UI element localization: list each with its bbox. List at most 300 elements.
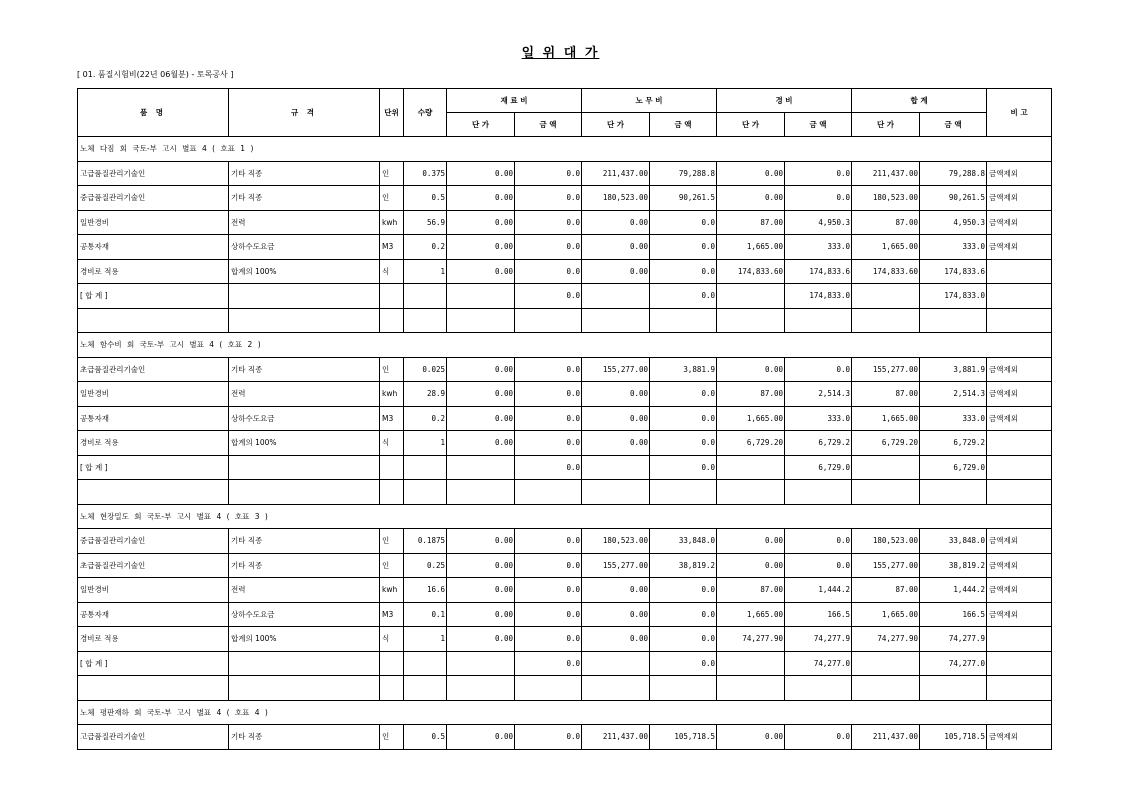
remark-cell: 금액제외 <box>987 602 1052 627</box>
subtotal-label: [ 합 계 ] <box>78 284 229 309</box>
empty-cell <box>582 455 650 480</box>
unit-cell: M3 <box>380 602 404 627</box>
quantity-cell: 0.025 <box>404 357 447 382</box>
spec-cell: 상하수도요금 <box>229 235 380 260</box>
subtotal-row <box>78 651 1052 676</box>
header-quantity: 수량 <box>404 89 447 137</box>
expense-amount-cell: 2,514.3 <box>785 382 852 407</box>
expense-amount-cell: 74,277.9 <box>785 627 852 652</box>
unit-cell: 인 <box>380 529 404 554</box>
subtotal-total-amount: 6,729.0 <box>920 455 987 480</box>
total-unit-price-cell: 74,277.90 <box>852 627 920 652</box>
empty-cell <box>229 308 380 333</box>
header-material-unit-price: 단 가 <box>447 113 515 137</box>
total-unit-price-cell: 87.00 <box>852 210 920 235</box>
empty-cell <box>447 284 515 309</box>
material-amount-cell: 0.0 <box>515 627 582 652</box>
subtotal-total-amount: 174,833.0 <box>920 284 987 309</box>
total-unit-price-cell: 174,833.60 <box>852 259 920 284</box>
table-row <box>78 357 1052 382</box>
table-row <box>78 259 1052 284</box>
expense-amount-cell: 0.0 <box>785 725 852 750</box>
material-unit-price-cell: 0.00 <box>447 382 515 407</box>
subtotal-row <box>78 284 1052 309</box>
expense-unit-price-cell: 0.00 <box>717 357 785 382</box>
empty-cell <box>380 455 404 480</box>
expense-amount-cell: 166.5 <box>785 602 852 627</box>
table-row <box>78 602 1052 627</box>
total-amount-cell: 90,261.5 <box>920 186 987 211</box>
table-row <box>78 627 1052 652</box>
quantity-cell: 0.5 <box>404 725 447 750</box>
material-unit-price-cell: 0.00 <box>447 210 515 235</box>
section-title-row <box>78 700 1052 725</box>
section-title: 노체 평판재하 회 국토-부 고시 별표 4 ( 호표 4 ) <box>78 700 1052 725</box>
remark-cell: 금액제외 <box>987 235 1052 260</box>
total-amount-cell: 333.0 <box>920 235 987 260</box>
blank-row <box>78 308 1052 333</box>
section-title-row <box>78 137 1052 162</box>
blank-row <box>78 676 1052 701</box>
empty-cell <box>404 455 447 480</box>
header-total-amount: 금 액 <box>920 113 987 137</box>
empty-cell <box>650 676 717 701</box>
empty-cell <box>987 308 1052 333</box>
empty-cell <box>920 676 987 701</box>
empty-cell <box>404 480 447 505</box>
item-name-cell: 중급품질관리기술인 <box>78 186 229 211</box>
section-title: 노체 현장밀도 회 국토-부 고시 별표 4 ( 호표 3 ) <box>78 504 1052 529</box>
table-row <box>78 578 1052 603</box>
item-name-cell: 공통자재 <box>78 406 229 431</box>
total-unit-price-cell: 87.00 <box>852 382 920 407</box>
labor-amount-cell: 79,288.8 <box>650 161 717 186</box>
labor-amount-cell: 0.0 <box>650 602 717 627</box>
empty-cell <box>582 308 650 333</box>
table-row <box>78 382 1052 407</box>
quantity-cell: 0.2 <box>404 235 447 260</box>
remark-cell: 금액제외 <box>987 406 1052 431</box>
remark-cell <box>987 627 1052 652</box>
spec-cell: 기타 직종 <box>229 161 380 186</box>
quantity-cell: 0.25 <box>404 553 447 578</box>
empty-cell <box>447 676 515 701</box>
labor-amount-cell: 0.0 <box>650 406 717 431</box>
header-unit: 단위 <box>380 89 404 137</box>
material-amount-cell: 0.0 <box>515 382 582 407</box>
empty-cell <box>852 651 920 676</box>
empty-cell <box>229 651 380 676</box>
labor-unit-price-cell: 0.00 <box>582 627 650 652</box>
expense-unit-price-cell: 87.00 <box>717 578 785 603</box>
expense-unit-price-cell: 0.00 <box>717 725 785 750</box>
spec-cell: 기타 직종 <box>229 529 380 554</box>
material-amount-cell: 0.0 <box>515 235 582 260</box>
empty-cell <box>717 651 785 676</box>
material-unit-price-cell: 0.00 <box>447 357 515 382</box>
quantity-cell: 0.375 <box>404 161 447 186</box>
material-unit-price-cell: 0.00 <box>447 161 515 186</box>
labor-amount-cell: 3,881.9 <box>650 357 717 382</box>
header-expense-amount: 금 액 <box>785 113 852 137</box>
empty-cell <box>380 284 404 309</box>
expense-unit-price-cell: 74,277.90 <box>717 627 785 652</box>
material-amount-cell: 0.0 <box>515 210 582 235</box>
quantity-cell: 56.9 <box>404 210 447 235</box>
remark-cell: 금액제외 <box>987 553 1052 578</box>
blank-row <box>78 480 1052 505</box>
empty-cell <box>447 651 515 676</box>
empty-cell <box>785 308 852 333</box>
total-amount-cell: 38,819.2 <box>920 553 987 578</box>
spec-cell: 합계의 100% <box>229 431 380 456</box>
empty-cell <box>78 480 229 505</box>
spec-cell: 합계의 100% <box>229 259 380 284</box>
table-body <box>78 137 1052 750</box>
labor-unit-price-cell: 155,277.00 <box>582 357 650 382</box>
empty-cell <box>404 676 447 701</box>
spec-cell: 기타 직종 <box>229 186 380 211</box>
labor-amount-cell: 0.0 <box>650 259 717 284</box>
empty-cell <box>515 308 582 333</box>
empty-cell <box>785 480 852 505</box>
unit-price-table <box>77 88 1052 750</box>
labor-amount-cell: 90,261.5 <box>650 186 717 211</box>
expense-amount-cell: 333.0 <box>785 406 852 431</box>
empty-cell <box>987 284 1052 309</box>
expense-amount-cell: 0.0 <box>785 553 852 578</box>
labor-amount-cell: 105,718.5 <box>650 725 717 750</box>
expense-amount-cell: 0.0 <box>785 161 852 186</box>
empty-cell <box>380 308 404 333</box>
unit-cell: 인 <box>380 186 404 211</box>
empty-cell <box>717 455 785 480</box>
labor-amount-cell: 33,848.0 <box>650 529 717 554</box>
empty-cell <box>515 676 582 701</box>
empty-cell <box>852 455 920 480</box>
labor-amount-cell: 0.0 <box>650 431 717 456</box>
unit-cell: 식 <box>380 259 404 284</box>
material-amount-cell: 0.0 <box>515 725 582 750</box>
total-amount-cell: 105,718.5 <box>920 725 987 750</box>
total-unit-price-cell: 1,665.00 <box>852 406 920 431</box>
empty-cell <box>78 676 229 701</box>
empty-cell <box>380 480 404 505</box>
empty-cell <box>582 651 650 676</box>
total-unit-price-cell: 211,437.00 <box>852 161 920 186</box>
material-unit-price-cell: 0.00 <box>447 602 515 627</box>
empty-cell <box>650 308 717 333</box>
expense-unit-price-cell: 6,729.20 <box>717 431 785 456</box>
quantity-cell: 0.2 <box>404 406 447 431</box>
expense-unit-price-cell: 87.00 <box>717 382 785 407</box>
item-name-cell: 고급품질관리기술인 <box>78 725 229 750</box>
empty-cell <box>852 676 920 701</box>
empty-cell <box>852 480 920 505</box>
subtotal-expense-amount: 174,833.0 <box>785 284 852 309</box>
material-unit-price-cell: 0.00 <box>447 553 515 578</box>
material-amount-cell: 0.0 <box>515 553 582 578</box>
total-unit-price-cell: 180,523.00 <box>852 186 920 211</box>
expense-unit-price-cell: 1,665.00 <box>717 602 785 627</box>
table-row <box>78 210 1052 235</box>
remark-cell: 금액제외 <box>987 529 1052 554</box>
material-amount-cell: 0.0 <box>515 161 582 186</box>
total-unit-price-cell: 155,277.00 <box>852 357 920 382</box>
item-name-cell: 경비로 적용 <box>78 627 229 652</box>
quantity-cell: 16.6 <box>404 578 447 603</box>
quantity-cell: 1 <box>404 259 447 284</box>
empty-cell <box>404 284 447 309</box>
empty-cell <box>987 455 1052 480</box>
unit-cell: 인 <box>380 161 404 186</box>
table-row <box>78 725 1052 750</box>
subtotal-material-amount: 0.0 <box>515 455 582 480</box>
empty-cell <box>78 308 229 333</box>
expense-amount-cell: 4,950.3 <box>785 210 852 235</box>
table-row <box>78 406 1052 431</box>
total-amount-cell: 33,848.0 <box>920 529 987 554</box>
empty-cell <box>447 308 515 333</box>
labor-unit-price-cell: 0.00 <box>582 406 650 431</box>
empty-cell <box>229 284 380 309</box>
empty-cell <box>229 676 380 701</box>
quantity-cell: 0.5 <box>404 186 447 211</box>
total-amount-cell: 166.5 <box>920 602 987 627</box>
total-unit-price-cell: 155,277.00 <box>852 553 920 578</box>
unit-cell: 인 <box>380 357 404 382</box>
remark-cell: 금액제외 <box>987 357 1052 382</box>
unit-cell: kwh <box>380 210 404 235</box>
material-unit-price-cell: 0.00 <box>447 431 515 456</box>
header-material-amount: 금 액 <box>515 113 582 137</box>
subtotal-expense-amount: 6,729.0 <box>785 455 852 480</box>
total-unit-price-cell: 1,665.00 <box>852 235 920 260</box>
unit-cell: 식 <box>380 431 404 456</box>
expense-unit-price-cell: 0.00 <box>717 186 785 211</box>
unit-cell: kwh <box>380 578 404 603</box>
material-unit-price-cell: 0.00 <box>447 725 515 750</box>
expense-amount-cell: 333.0 <box>785 235 852 260</box>
header-labor-unit-price: 단 가 <box>582 113 650 137</box>
header-item-name: 품 명 <box>78 89 229 137</box>
expense-amount-cell: 0.0 <box>785 186 852 211</box>
empty-cell <box>229 455 380 480</box>
labor-unit-price-cell: 0.00 <box>582 210 650 235</box>
unit-cell: 인 <box>380 725 404 750</box>
subtotal-row <box>78 455 1052 480</box>
expense-amount-cell: 6,729.2 <box>785 431 852 456</box>
empty-cell <box>515 480 582 505</box>
expense-amount-cell: 1,444.2 <box>785 578 852 603</box>
empty-cell <box>987 676 1052 701</box>
remark-cell <box>987 431 1052 456</box>
empty-cell <box>650 480 717 505</box>
empty-cell <box>582 480 650 505</box>
labor-amount-cell: 38,819.2 <box>650 553 717 578</box>
material-unit-price-cell: 0.00 <box>447 259 515 284</box>
total-unit-price-cell: 180,523.00 <box>852 529 920 554</box>
table-row <box>78 431 1052 456</box>
document-title: 일 위 대 가 <box>521 46 600 61</box>
unit-cell: M3 <box>380 406 404 431</box>
expense-amount-cell: 0.0 <box>785 357 852 382</box>
section-title: 노체 다짐 회 국토-부 고시 별표 4 ( 호표 1 ) <box>78 137 1052 162</box>
item-name-cell: 일반경비 <box>78 578 229 603</box>
expense-unit-price-cell: 1,665.00 <box>717 406 785 431</box>
empty-cell <box>852 284 920 309</box>
quantity-cell: 0.1 <box>404 602 447 627</box>
empty-cell <box>447 455 515 480</box>
material-amount-cell: 0.0 <box>515 186 582 211</box>
total-amount-cell: 3,881.9 <box>920 357 987 382</box>
subtotal-labor-amount: 0.0 <box>650 284 717 309</box>
subtotal-material-amount: 0.0 <box>515 284 582 309</box>
labor-unit-price-cell: 0.00 <box>582 602 650 627</box>
material-amount-cell: 0.0 <box>515 431 582 456</box>
empty-cell <box>447 480 515 505</box>
header-spec: 규 격 <box>229 89 380 137</box>
empty-cell <box>404 308 447 333</box>
material-unit-price-cell: 0.00 <box>447 186 515 211</box>
empty-cell <box>582 284 650 309</box>
total-unit-price-cell: 87.00 <box>852 578 920 603</box>
total-amount-cell: 2,514.3 <box>920 382 987 407</box>
unit-cell: 식 <box>380 627 404 652</box>
labor-unit-price-cell: 180,523.00 <box>582 186 650 211</box>
empty-cell <box>920 480 987 505</box>
empty-cell <box>380 651 404 676</box>
material-amount-cell: 0.0 <box>515 259 582 284</box>
section-title-row <box>78 333 1052 358</box>
subtotal-material-amount: 0.0 <box>515 651 582 676</box>
item-name-cell: 공통자재 <box>78 602 229 627</box>
empty-cell <box>785 676 852 701</box>
item-name-cell: 고급품질관리기술인 <box>78 161 229 186</box>
remark-cell: 금액제외 <box>987 161 1052 186</box>
unit-cell: 인 <box>380 553 404 578</box>
labor-amount-cell: 0.0 <box>650 382 717 407</box>
total-unit-price-cell: 1,665.00 <box>852 602 920 627</box>
header-total: 합 계 <box>852 89 987 113</box>
empty-cell <box>717 308 785 333</box>
expense-unit-price-cell: 87.00 <box>717 210 785 235</box>
table-header <box>78 89 1052 137</box>
material-unit-price-cell: 0.00 <box>447 578 515 603</box>
remark-cell <box>987 259 1052 284</box>
expense-unit-price-cell: 1,665.00 <box>717 235 785 260</box>
subtotal-label: [ 합 계 ] <box>78 455 229 480</box>
subtotal-labor-amount: 0.0 <box>650 651 717 676</box>
remark-cell: 금액제외 <box>987 725 1052 750</box>
header-total-unit-price: 단 가 <box>852 113 920 137</box>
header-expense-unit-price: 단 가 <box>717 113 785 137</box>
empty-cell <box>717 284 785 309</box>
expense-amount-cell: 174,833.6 <box>785 259 852 284</box>
spec-cell: 전력 <box>229 382 380 407</box>
subtotal-labor-amount: 0.0 <box>650 455 717 480</box>
subtotal-label: [ 합 계 ] <box>78 651 229 676</box>
expense-unit-price-cell: 0.00 <box>717 161 785 186</box>
spec-cell: 전력 <box>229 210 380 235</box>
subtotal-total-amount: 74,277.0 <box>920 651 987 676</box>
labor-unit-price-cell: 155,277.00 <box>582 553 650 578</box>
remark-cell: 금액제외 <box>987 382 1052 407</box>
empty-cell <box>920 308 987 333</box>
expense-amount-cell: 0.0 <box>785 529 852 554</box>
quantity-cell: 28.9 <box>404 382 447 407</box>
total-unit-price-cell: 211,437.00 <box>852 725 920 750</box>
remark-cell: 금액제외 <box>987 578 1052 603</box>
empty-cell <box>229 480 380 505</box>
item-name-cell: 경비로 적용 <box>78 259 229 284</box>
spec-cell: 기타 직종 <box>229 553 380 578</box>
remark-cell: 금액제외 <box>987 210 1052 235</box>
quantity-cell: 0.1875 <box>404 529 447 554</box>
spec-cell: 상하수도요금 <box>229 406 380 431</box>
labor-unit-price-cell: 0.00 <box>582 578 650 603</box>
expense-unit-price-cell: 0.00 <box>717 553 785 578</box>
empty-cell <box>852 308 920 333</box>
header-material: 재 료 비 <box>447 89 582 113</box>
total-amount-cell: 79,288.8 <box>920 161 987 186</box>
labor-unit-price-cell: 211,437.00 <box>582 161 650 186</box>
header-expense: 경 비 <box>717 89 852 113</box>
material-amount-cell: 0.0 <box>515 529 582 554</box>
total-amount-cell: 6,729.2 <box>920 431 987 456</box>
labor-unit-price-cell: 0.00 <box>582 235 650 260</box>
item-name-cell: 중급품질관리기술인 <box>78 529 229 554</box>
empty-cell <box>582 676 650 701</box>
table-row <box>78 529 1052 554</box>
remark-cell: 금액제외 <box>987 186 1052 211</box>
total-amount-cell: 4,950.3 <box>920 210 987 235</box>
table-row <box>78 553 1052 578</box>
total-amount-cell: 174,833.6 <box>920 259 987 284</box>
labor-amount-cell: 0.0 <box>650 210 717 235</box>
header-remark: 비 고 <box>987 89 1052 137</box>
expense-unit-price-cell: 0.00 <box>717 529 785 554</box>
item-name-cell: 공통자재 <box>78 235 229 260</box>
table-row <box>78 161 1052 186</box>
expense-unit-price-cell: 174,833.60 <box>717 259 785 284</box>
total-amount-cell: 1,444.2 <box>920 578 987 603</box>
item-name-cell: 일반경비 <box>78 382 229 407</box>
table-row <box>78 235 1052 260</box>
spec-cell: 기타 직종 <box>229 725 380 750</box>
material-unit-price-cell: 0.00 <box>447 406 515 431</box>
labor-amount-cell: 0.0 <box>650 235 717 260</box>
labor-unit-price-cell: 0.00 <box>582 431 650 456</box>
spec-cell: 기타 직종 <box>229 357 380 382</box>
spec-cell: 상하수도요금 <box>229 602 380 627</box>
empty-cell <box>717 480 785 505</box>
empty-cell <box>380 676 404 701</box>
material-amount-cell: 0.0 <box>515 406 582 431</box>
labor-amount-cell: 0.0 <box>650 578 717 603</box>
labor-unit-price-cell: 0.00 <box>582 259 650 284</box>
spec-cell: 합계의 100% <box>229 627 380 652</box>
unit-cell: kwh <box>380 382 404 407</box>
item-name-cell: 초급품질관리기술인 <box>78 357 229 382</box>
table-row <box>78 186 1052 211</box>
material-amount-cell: 0.0 <box>515 357 582 382</box>
unit-cell: M3 <box>380 235 404 260</box>
labor-unit-price-cell: 180,523.00 <box>582 529 650 554</box>
section-title-row <box>78 504 1052 529</box>
empty-cell <box>404 651 447 676</box>
empty-cell <box>987 651 1052 676</box>
